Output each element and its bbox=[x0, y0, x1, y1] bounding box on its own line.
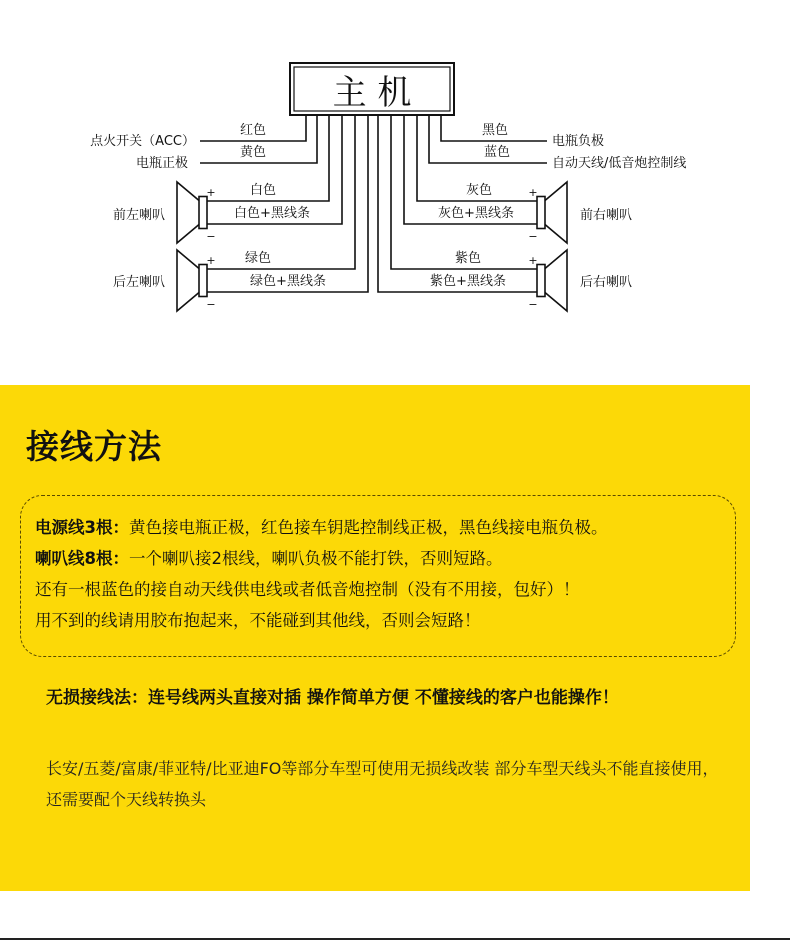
lossless-wiring-notice: 无损接线法：连号线两头直接对插 操作简单方便 不懂接线的客户也能操作！ bbox=[46, 688, 619, 708]
note-text: 还有一根蓝色的接自动天线供电线或者低音炮控制（没有不用接，包好）！ bbox=[35, 580, 580, 599]
label-wire-white: 白色 bbox=[249, 183, 277, 198]
label-wire-purple: 紫色 bbox=[454, 251, 482, 266]
note-power-wires bbox=[35, 512, 735, 543]
bottom-divider bbox=[0, 938, 790, 940]
speaker-rear-right-cone bbox=[545, 250, 567, 311]
wire-purple bbox=[391, 115, 537, 269]
instructions-panel bbox=[0, 385, 750, 891]
speaker-front-right-magnet bbox=[537, 197, 545, 229]
label-wire-black: 黑色 bbox=[481, 123, 509, 138]
polarity-plus: + bbox=[528, 186, 538, 199]
label-antenna: 自动天线/低音炮控制线 bbox=[552, 156, 687, 171]
polarity-minus: − bbox=[528, 230, 538, 243]
wiring-notes-box bbox=[20, 495, 736, 657]
speaker-front-right-cone bbox=[545, 182, 567, 243]
label-front-right-speaker: 前右喇叭 bbox=[580, 208, 633, 223]
label-battery-negative: 电瓶负极 bbox=[552, 134, 605, 149]
speaker-rear-left-cone bbox=[177, 250, 199, 311]
speaker-front-left-cone bbox=[177, 182, 199, 243]
label-wire-yellow: 黄色 bbox=[239, 145, 267, 160]
label-rear-right-speaker: 后右喇叭 bbox=[580, 275, 633, 290]
note-label: 电源线3根： bbox=[35, 518, 129, 537]
label-wire-white-black: 白色+黑线条 bbox=[234, 206, 310, 221]
polarity-plus: + bbox=[528, 254, 538, 267]
label-acc: 点火开关（ACC） bbox=[90, 134, 195, 149]
speaker-rear-right-magnet bbox=[537, 265, 545, 297]
panel-title: 接线方法 bbox=[26, 427, 162, 466]
note-label: 喇叭线8根： bbox=[35, 549, 129, 568]
note-text: 一个喇叭接2根线，喇叭负极不能打铁，否则短路。 bbox=[128, 549, 503, 568]
label-battery-positive: 电瓶正极 bbox=[135, 156, 188, 171]
polarity-plus: + bbox=[206, 186, 216, 199]
speaker-front-left-magnet bbox=[199, 197, 207, 229]
note-speaker-wires bbox=[35, 543, 735, 574]
head-unit-label: 主 机 bbox=[332, 73, 412, 113]
polarity-minus: − bbox=[206, 298, 216, 311]
compatibility-note: 长安/五菱/富康/菲亚特/比亚迪FO等部分车型可使用无损线改装 部分车型天线头不能直接使用，还需要配个天线转换头 bbox=[46, 759, 719, 809]
speaker-rear-left-magnet bbox=[199, 265, 207, 297]
label-wire-green-black: 绿色+黑线条 bbox=[250, 274, 326, 289]
label-wire-green: 绿色 bbox=[244, 251, 272, 266]
note-antenna-wire bbox=[35, 574, 735, 605]
note-unused-wires bbox=[35, 605, 735, 636]
label-wire-purple-black: 紫色+黑线条 bbox=[430, 274, 506, 289]
polarity-minus: − bbox=[206, 230, 216, 243]
wire-green bbox=[207, 115, 355, 269]
wiring-diagram bbox=[0, 0, 790, 385]
label-wire-gray: 灰色 bbox=[465, 183, 493, 198]
label-wire-blue: 蓝色 bbox=[483, 145, 511, 160]
polarity-plus: + bbox=[206, 254, 216, 267]
label-front-left-speaker: 前左喇叭 bbox=[112, 208, 165, 223]
polarity-minus: − bbox=[528, 298, 538, 311]
note-text: 黄色接电瓶正极，红色接车钥匙控制线正极，黑色线接电瓶负极。 bbox=[128, 518, 608, 537]
label-wire-gray-black: 灰色+黑线条 bbox=[438, 206, 514, 221]
note-text: 用不到的线请用胶布抱起来，不能碰到其他线，否则会短路！ bbox=[35, 611, 481, 630]
label-wire-red: 红色 bbox=[239, 123, 267, 138]
label-rear-left-speaker: 后左喇叭 bbox=[112, 275, 165, 290]
